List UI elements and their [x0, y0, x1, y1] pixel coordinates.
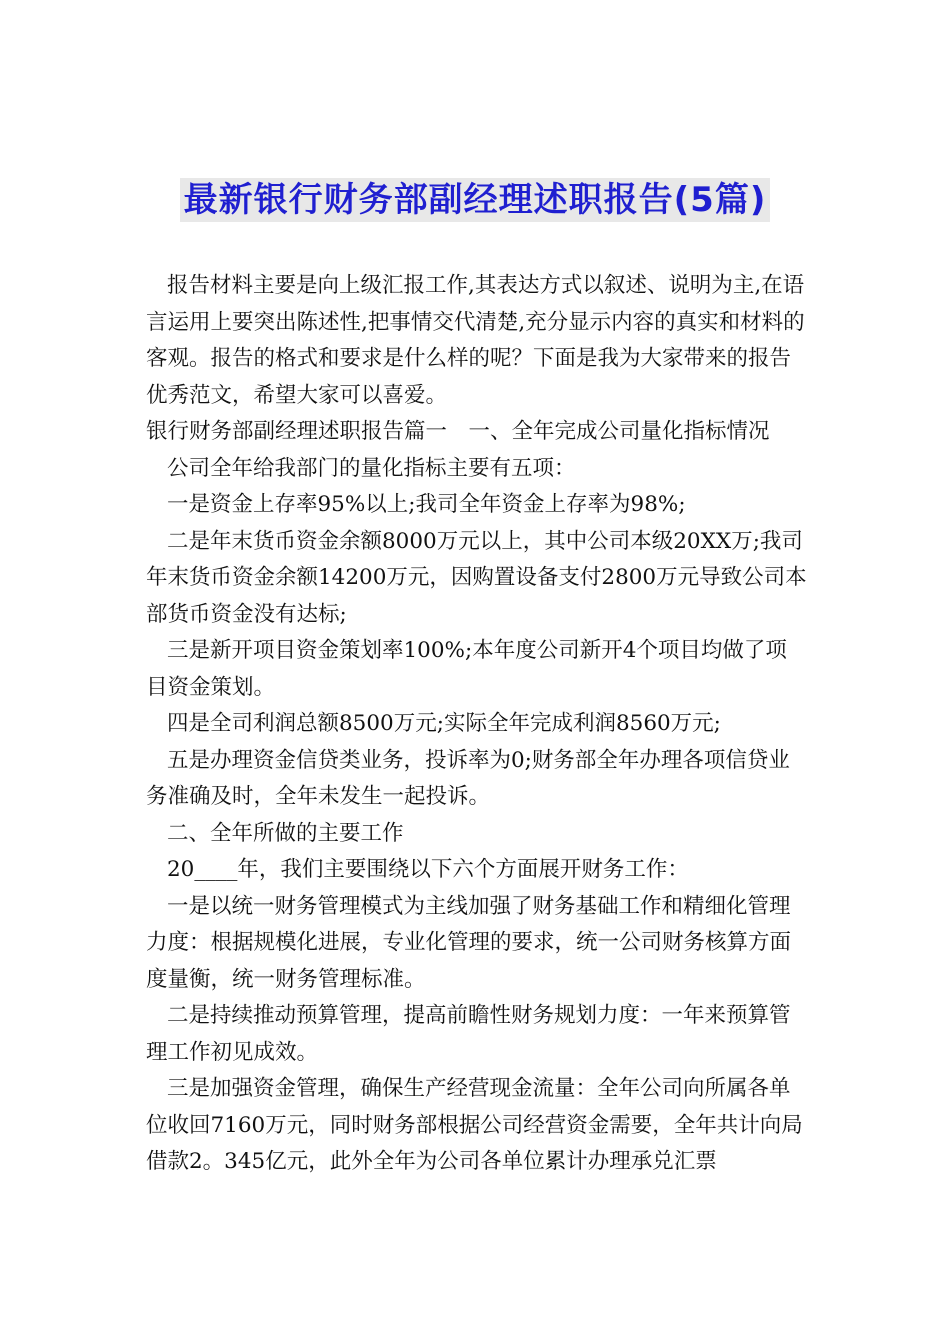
paragraph: 三是加强资金管理，确保生产经营现金流量：全年公司向所属各单位收回7160万元，同时财务部根据公司经营资金需要，全年共计向局借款2。345亿元，此外全年为公司各单位累计办理承兑汇票 — [146, 1076, 803, 1174]
document-title: 最新银行财务部副经理述职报告(5篇) — [180, 178, 771, 222]
paragraph: 公司全年给我部门的量化指标主要有五项： — [167, 455, 576, 481]
paragraph: 一是资金上存率95%以上;我司全年资金上存率为98%; — [167, 492, 686, 517]
paragraph-section-heading: 银行财务部副经理述职报告篇一 一、全年完成公司量化指标情况 — [146, 419, 770, 444]
paragraph: 二是年末货币资金余额8000万元以上，其中公司本级20XX万;我司年末货币资金余额14200万元，因购置设备支付2800万元导致公司本部货币资金没有达标; — [146, 528, 807, 627]
paragraph: 四是全司利润总额8500万元;实际全年完成利润8560万元; — [167, 711, 721, 736]
paragraph-intro: 报告材料主要是向上级汇报工作,其表达方式以叙述、说明为主,在语言运用上要突出陈述性,把事情交代清楚,充分显示内容的真实和材料的客观。报告的格式和要求是什么样的呢？下面是我为大家带来的报告优秀范文，希望大家可以喜爱。 — [146, 273, 805, 408]
paragraph: 五是办理资金信贷类业务，投诉率为0;财务部全年办理各项信贷业务准确及时，全年未发生一起投诉。 — [146, 747, 790, 809]
paragraph: 20____年，我们主要围绕以下六个方面展开财务工作： — [167, 857, 689, 882]
paragraph: 一是以统一财务管理模式为主线加强了财务基础工作和精细化管理力度：根据规模化进展，专业化管理的要求，统一公司财务核算方面度量衡，统一财务管理标准。 — [146, 893, 792, 992]
document-body — [146, 268, 808, 1181]
paragraph-subheading: 二、全年所做的主要工作 — [167, 820, 404, 846]
title-container — [0, 178, 950, 222]
paragraph: 二是持续推动预算管理，提高前瞻性财务规划力度：一年来预算管理工作初见成效。 — [146, 1003, 791, 1065]
paragraph: 三是新开项目资金策划率100%;本年度公司新开4个项目均做了项目资金策划。 — [146, 638, 787, 700]
